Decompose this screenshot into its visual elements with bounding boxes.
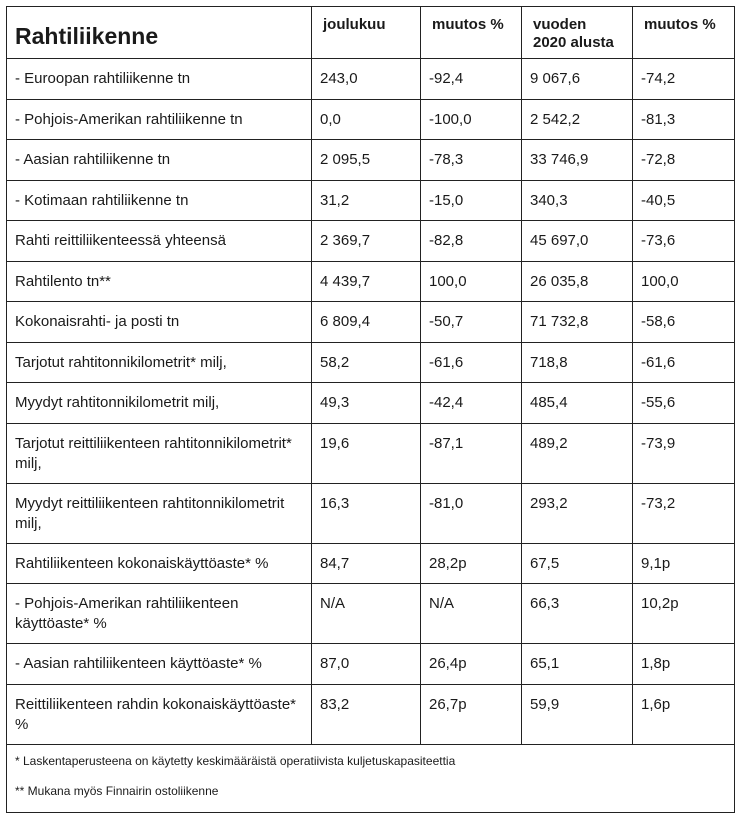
table-row: [7, 180, 735, 221]
header-row: [7, 7, 735, 59]
cell-change-ytd: -58,6: [633, 302, 735, 343]
cell-december: 4 439,7: [312, 261, 421, 302]
column-header-december: joulukuu: [312, 7, 421, 59]
cell-december: 83,2: [312, 684, 421, 744]
cell-year-to-date: 489,2: [522, 423, 633, 483]
cell-december: 31,2: [312, 180, 421, 221]
table-row: [7, 584, 735, 644]
cell-change-month: -78,3: [421, 140, 522, 181]
cell-year-to-date: 67,5: [522, 543, 633, 584]
table-row: [7, 423, 735, 483]
cell-december: 2 095,5: [312, 140, 421, 181]
cell-december: 243,0: [312, 59, 421, 100]
cell-change-month: N/A: [421, 584, 522, 644]
cell-change-ytd: -61,6: [633, 342, 735, 383]
cell-change-ytd: -73,6: [633, 221, 735, 262]
table-row: [7, 99, 735, 140]
table-title: Rahtiliikenne: [7, 7, 312, 59]
cell-year-to-date: 65,1: [522, 644, 633, 685]
cell-change-month: -42,4: [421, 383, 522, 424]
cell-change-ytd: 1,6p: [633, 684, 735, 744]
table-row: [7, 543, 735, 584]
cell-december: 19,6: [312, 423, 421, 483]
cell-year-to-date: 26 035,8: [522, 261, 633, 302]
row-label: - Kotimaan rahtiliikenne tn: [7, 180, 312, 221]
cell-change-month: -50,7: [421, 302, 522, 343]
cell-change-month: -92,4: [421, 59, 522, 100]
cell-december: 0,0: [312, 99, 421, 140]
column-header-change-ytd: muutos %: [633, 7, 735, 59]
cell-change-ytd: -73,9: [633, 423, 735, 483]
row-label: Myydyt rahtitonnikilometrit milj,: [7, 383, 312, 424]
cell-change-month: -81,0: [421, 483, 522, 543]
cell-year-to-date: 33 746,9: [522, 140, 633, 181]
cell-december: 87,0: [312, 644, 421, 685]
cargo-traffic-table-container: [6, 6, 734, 813]
cell-year-to-date: 340,3: [522, 180, 633, 221]
cell-year-to-date: 293,2: [522, 483, 633, 543]
row-label: Tarjotut reittiliikenteen rahtitonnikilometrit* milj,: [7, 423, 312, 483]
row-label: - Euroopan rahtiliikenne tn: [7, 59, 312, 100]
cell-change-month: -100,0: [421, 99, 522, 140]
table-row: [7, 383, 735, 424]
cell-change-month: -15,0: [421, 180, 522, 221]
cell-change-month: 26,7p: [421, 684, 522, 744]
table-row: [7, 59, 735, 100]
table-row: [7, 483, 735, 543]
cell-change-ytd: -55,6: [633, 383, 735, 424]
cell-change-month: 100,0: [421, 261, 522, 302]
cell-change-month: 28,2p: [421, 543, 522, 584]
footnotes-row: [7, 744, 735, 812]
cell-december: 16,3: [312, 483, 421, 543]
cell-year-to-date: 59,9: [522, 684, 633, 744]
row-label: - Aasian rahtiliikenteen käyttöaste* %: [7, 644, 312, 685]
cell-change-ytd: 1,8p: [633, 644, 735, 685]
cell-december: 6 809,4: [312, 302, 421, 343]
cell-change-ytd: -40,5: [633, 180, 735, 221]
row-label: Rahtiliikenteen kokonaiskäyttöaste* %: [7, 543, 312, 584]
column-header-change-month: muutos %: [421, 7, 522, 59]
cell-year-to-date: 9 067,6: [522, 59, 633, 100]
cell-year-to-date: 485,4: [522, 383, 633, 424]
row-label: Kokonaisrahti- ja posti tn: [7, 302, 312, 343]
table-row: [7, 342, 735, 383]
table-row: [7, 684, 735, 744]
cell-december: 84,7: [312, 543, 421, 584]
cell-change-ytd: -81,3: [633, 99, 735, 140]
footnote-purchased-traffic: ** Mukana myös Finnairin ostoliikenne: [15, 783, 219, 798]
table-row: [7, 261, 735, 302]
row-label: - Pohjois-Amerikan rahtiliikenne tn: [7, 99, 312, 140]
cell-change-ytd: -72,8: [633, 140, 735, 181]
cell-change-month: -87,1: [421, 423, 522, 483]
cell-year-to-date: 66,3: [522, 584, 633, 644]
table-row: [7, 221, 735, 262]
cell-change-ytd: 10,2p: [633, 584, 735, 644]
cell-change-month: 26,4p: [421, 644, 522, 685]
table-row: [7, 302, 735, 343]
row-label: - Pohjois-Amerikan rahtiliikenteen käyttöaste* %: [7, 584, 312, 644]
row-label: Myydyt reittiliikenteen rahtitonnikilometrit milj,: [7, 483, 312, 543]
cell-change-ytd: 9,1p: [633, 543, 735, 584]
cell-december: N/A: [312, 584, 421, 644]
row-label: Rahti reittiliikenteessä yhteensä: [7, 221, 312, 262]
cell-december: 58,2: [312, 342, 421, 383]
row-label: Tarjotut rahtitonnikilometrit* milj,: [7, 342, 312, 383]
row-label: Rahtilento tn**: [7, 261, 312, 302]
row-label: Reittiliikenteen rahdin kokonaiskäyttöaste* %: [7, 684, 312, 744]
table-row: [7, 644, 735, 685]
cell-change-ytd: 100,0: [633, 261, 735, 302]
row-label: - Aasian rahtiliikenne tn: [7, 140, 312, 181]
cell-year-to-date: 71 732,8: [522, 302, 633, 343]
cell-year-to-date: 45 697,0: [522, 221, 633, 262]
column-header-year-to-date: vuoden 2020 alusta: [522, 7, 633, 59]
cell-change-month: -61,6: [421, 342, 522, 383]
footnotes-cell: [7, 744, 735, 812]
cell-year-to-date: 2 542,2: [522, 99, 633, 140]
cargo-traffic-table: [6, 6, 735, 813]
cell-change-month: -82,8: [421, 221, 522, 262]
footnote-capacity: * Laskentaperusteena on käytetty keskimääräistä operatiivista kuljetuskapasiteettia: [15, 753, 456, 768]
cell-december: 49,3: [312, 383, 421, 424]
cell-year-to-date: 718,8: [522, 342, 633, 383]
cell-change-ytd: -73,2: [633, 483, 735, 543]
table-row: [7, 140, 735, 181]
cell-change-ytd: -74,2: [633, 59, 735, 100]
cell-december: 2 369,7: [312, 221, 421, 262]
